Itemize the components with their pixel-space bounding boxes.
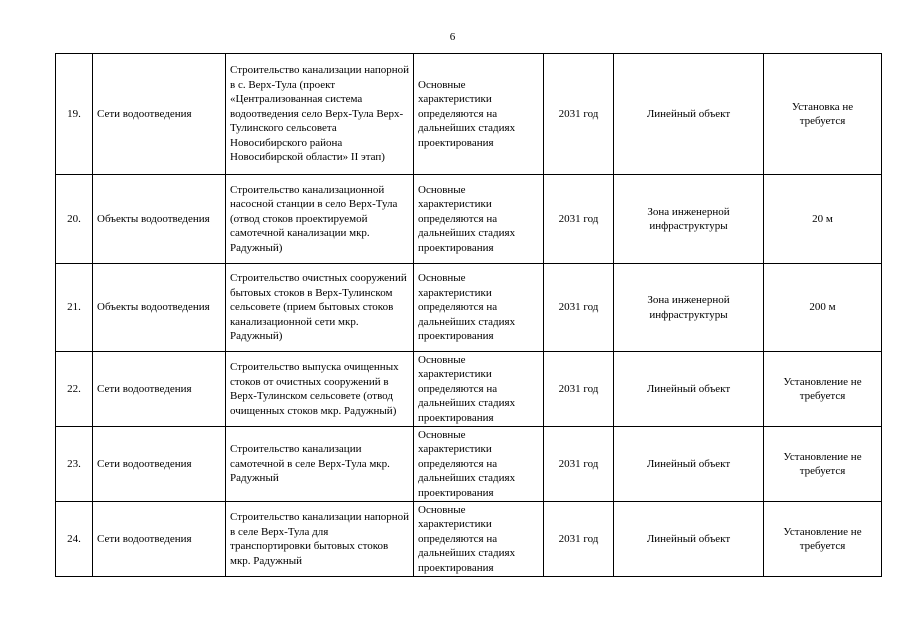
construction-year: 2031 год [544,264,614,352]
object-name: Строительство канализации напорной в селе Верх-Тула для транспортировки бытовых стоков мкр. Радужный [226,502,414,577]
table-row [56,352,882,427]
object-characteristics: Основные характеристики определяются на дальнейших стадиях проектирования [414,264,544,352]
construction-year: 2031 год [544,502,614,577]
table-row [56,175,882,264]
row-number: 21. [56,264,93,352]
object-name: Строительство выпуска очищенных стоков от очистных сооружений в Верх-Тулинском сельсовете (отвод очищенных стоков мкр. Радужный) [226,352,414,427]
functional-zone: Линейный объект [614,427,764,502]
object-type: Сети водоотведения [93,54,226,175]
construction-year: 2031 год [544,54,614,175]
sanitary-zone: Установление не требуется [764,502,882,577]
sanitary-zone: Установление не требуется [764,427,882,502]
object-characteristics: Основные характеристики определяются на дальнейших стадиях проектирования [414,54,544,175]
object-characteristics: Основные характеристики определяются на дальнейших стадиях проектирования [414,502,544,577]
row-number: 19. [56,54,93,175]
table-row [56,502,882,577]
functional-zone: Линейный объект [614,54,764,175]
object-type: Объекты водоотведения [93,175,226,264]
construction-year: 2031 год [544,175,614,264]
row-number: 23. [56,427,93,502]
row-number: 20. [56,175,93,264]
sanitary-zone: 20 м [764,175,882,264]
object-characteristics: Основные характеристики определяются на дальнейших стадиях проектирования [414,352,544,427]
object-name: Строительство канализации напорной в с. Верх-Тула (проект «Централизованная система водоотведения село Верх-Тула Верх-Тулинского сельсовета Новосибирского района Новосибирской области» II этап) [226,54,414,175]
object-name: Строительство канализации самотечной в селе Верх-Тула мкр. Радужный [226,427,414,502]
table-row [56,54,882,175]
row-number: 22. [56,352,93,427]
row-number: 24. [56,502,93,577]
object-type: Объекты водоотведения [93,264,226,352]
object-characteristics: Основные характеристики определяются на дальнейших стадиях проектирования [414,427,544,502]
sanitary-zone: Установление не требуется [764,352,882,427]
object-name: Строительство канализационной насосной станции в село Верх-Тула (отвод стоков проектируемой самотечной канализации мкр. Радужный) [226,175,414,264]
planned-objects-table [55,53,882,577]
functional-zone: Линейный объект [614,502,764,577]
sanitary-zone: 200 м [764,264,882,352]
object-type: Сети водоотведения [93,352,226,427]
functional-zone: Зона инженерной инфраструктуры [614,264,764,352]
table-row [56,264,882,352]
construction-year: 2031 год [544,352,614,427]
functional-zone: Линейный объект [614,352,764,427]
object-name: Строительство очистных сооружений бытовых стоков в Верх-Тулинском сельсовете (прием бытовых стоков канализационной сети мкр. Радужный) [226,264,414,352]
sanitary-zone: Установка не требуется [764,54,882,175]
construction-year: 2031 год [544,427,614,502]
object-type: Сети водоотведения [93,502,226,577]
object-characteristics: Основные характеристики определяются на дальнейших стадиях проектирования [414,175,544,264]
table-row [56,427,882,502]
page-number: 6 [449,31,456,43]
functional-zone: Зона инженерной инфраструктуры [614,175,764,264]
object-type: Сети водоотведения [93,427,226,502]
